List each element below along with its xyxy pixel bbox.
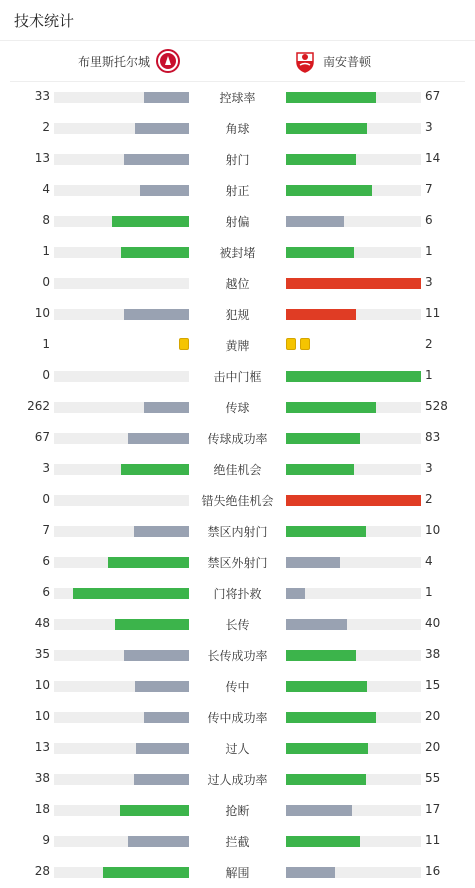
home-bar-track xyxy=(54,774,189,785)
away-bar-track xyxy=(286,247,421,258)
stat-row xyxy=(0,330,475,361)
home-value: 3 xyxy=(42,461,50,475)
stat-label: 传球成功率 xyxy=(207,432,268,446)
away-bar xyxy=(286,309,356,320)
stat-row xyxy=(0,113,475,144)
home-bar-track xyxy=(54,681,189,692)
stat-row xyxy=(0,733,475,764)
home-value: 10 xyxy=(34,709,50,723)
away-bar xyxy=(286,836,360,847)
stat-row xyxy=(0,268,475,299)
away-value: 40 xyxy=(425,616,441,630)
yellow-card-icon xyxy=(300,338,310,350)
home-team[interactable] xyxy=(78,49,180,73)
stat-label: 射偏 xyxy=(225,215,250,229)
home-value: 67 xyxy=(34,430,50,444)
stat-row xyxy=(0,578,475,609)
home-bar-track xyxy=(54,371,189,382)
home-bar-track xyxy=(54,557,189,568)
stat-row xyxy=(0,144,475,175)
home-bar xyxy=(73,588,189,599)
away-bar-track xyxy=(286,309,421,320)
home-value: 6 xyxy=(42,585,50,599)
home-bar-track xyxy=(54,402,189,413)
stat-row xyxy=(0,671,475,702)
away-bar xyxy=(286,712,376,723)
away-bar xyxy=(286,123,367,134)
away-value: 10 xyxy=(425,523,441,537)
home-bar xyxy=(136,743,189,754)
home-bar xyxy=(112,216,189,227)
home-value: 13 xyxy=(34,740,50,754)
away-value: 6 xyxy=(425,213,433,227)
home-bar-track xyxy=(54,805,189,816)
away-bar xyxy=(286,247,354,258)
away-bar-track xyxy=(286,836,421,847)
home-value: 33 xyxy=(34,89,50,103)
home-bar-track xyxy=(54,588,189,599)
away-bar-track xyxy=(286,712,421,723)
away-bar xyxy=(286,216,344,227)
stat-row xyxy=(0,609,475,640)
home-value: 18 xyxy=(34,802,50,816)
away-bar-track xyxy=(286,557,421,568)
home-bar-track xyxy=(54,123,189,134)
home-bar xyxy=(135,681,189,692)
stat-row xyxy=(0,640,475,671)
home-bar-track xyxy=(54,278,189,289)
away-yellow-cards xyxy=(286,338,310,350)
away-bar-track xyxy=(286,650,421,661)
stat-label: 越位 xyxy=(225,277,250,291)
away-bar xyxy=(286,588,305,599)
away-value: 3 xyxy=(425,461,433,475)
away-bar-track xyxy=(286,867,421,878)
home-bar xyxy=(124,154,189,165)
home-bar-track xyxy=(54,185,189,196)
away-value: 83 xyxy=(425,430,441,444)
stat-row xyxy=(0,82,475,113)
home-bar-track xyxy=(54,495,189,506)
away-bar xyxy=(286,402,376,413)
home-bar xyxy=(128,836,189,847)
away-value: 15 xyxy=(425,678,441,692)
home-value: 1 xyxy=(42,244,50,258)
yellow-card-icon xyxy=(286,338,296,350)
home-bar-track xyxy=(54,867,189,878)
stat-row xyxy=(0,764,475,795)
home-value: 35 xyxy=(34,647,50,661)
home-value: 6 xyxy=(42,554,50,568)
stat-label: 被封堵 xyxy=(219,246,256,260)
stat-row xyxy=(0,485,475,516)
home-bar xyxy=(134,774,189,785)
away-bar xyxy=(286,92,376,103)
home-bar-track xyxy=(54,216,189,227)
stat-label: 过人 xyxy=(225,742,250,756)
home-value: 4 xyxy=(42,182,50,196)
away-value: 1 xyxy=(425,244,433,258)
yellow-card-icon xyxy=(179,338,189,350)
home-bar-track xyxy=(54,309,189,320)
away-value: 2 xyxy=(425,337,433,351)
away-value: 7 xyxy=(425,182,433,196)
stat-label: 错失绝佳机会 xyxy=(201,494,274,508)
away-value: 16 xyxy=(425,864,441,878)
away-bar-track xyxy=(286,185,421,196)
home-bar xyxy=(128,433,189,444)
away-value: 17 xyxy=(425,802,441,816)
section-title: 技术统计 xyxy=(14,11,75,30)
home-bar-track xyxy=(54,433,189,444)
home-value: 0 xyxy=(42,368,50,382)
home-bar-track xyxy=(54,154,189,165)
stat-label: 长传 xyxy=(225,618,250,632)
home-bar xyxy=(108,557,189,568)
away-bar-track xyxy=(286,495,421,506)
away-team-name: 南安普顿 xyxy=(323,54,372,69)
stat-row xyxy=(0,361,475,392)
stat-label: 射正 xyxy=(225,184,250,198)
stat-row xyxy=(0,392,475,423)
stat-row xyxy=(0,795,475,826)
home-bar-track xyxy=(54,743,189,754)
away-bar xyxy=(286,681,367,692)
home-value: 7 xyxy=(42,523,50,537)
home-bar xyxy=(134,526,189,537)
away-bar xyxy=(286,867,335,878)
away-value: 55 xyxy=(425,771,441,785)
home-bar xyxy=(140,185,189,196)
away-value: 528 xyxy=(425,399,448,413)
away-bar-track xyxy=(286,588,421,599)
away-bar xyxy=(286,557,340,568)
away-bar-track xyxy=(286,433,421,444)
stat-row xyxy=(0,299,475,330)
stat-label: 犯规 xyxy=(225,308,250,322)
home-value: 28 xyxy=(34,864,50,878)
away-bar xyxy=(286,185,372,196)
away-bar xyxy=(286,526,366,537)
home-crest-icon xyxy=(156,49,180,73)
home-bar-track xyxy=(54,712,189,723)
stat-label: 角球 xyxy=(225,122,250,136)
home-bar xyxy=(103,867,189,878)
home-bar-track xyxy=(54,464,189,475)
away-value: 67 xyxy=(425,89,441,103)
away-bar xyxy=(286,619,347,630)
away-bar xyxy=(286,774,366,785)
away-bar-track xyxy=(286,526,421,537)
stat-label: 禁区内射门 xyxy=(207,525,268,539)
away-bar xyxy=(286,464,354,475)
away-value: 14 xyxy=(425,151,441,165)
home-yellow-cards xyxy=(179,338,189,350)
home-value: 10 xyxy=(34,678,50,692)
away-bar-track xyxy=(286,278,421,289)
home-bar xyxy=(144,92,189,103)
home-bar xyxy=(121,464,189,475)
home-bar-track xyxy=(54,247,189,258)
away-bar-track xyxy=(286,216,421,227)
away-bar xyxy=(286,805,352,816)
away-bar xyxy=(286,495,421,506)
away-bar-track xyxy=(286,92,421,103)
away-bar-track xyxy=(286,774,421,785)
away-bar-track xyxy=(286,464,421,475)
stat-label: 传中成功率 xyxy=(207,711,268,725)
away-bar xyxy=(286,433,360,444)
stat-label: 传球 xyxy=(225,401,250,415)
stat-row xyxy=(0,516,475,547)
stat-row xyxy=(0,175,475,206)
away-bar xyxy=(286,154,356,165)
home-value: 13 xyxy=(34,151,50,165)
stat-label: 长传成功率 xyxy=(207,649,268,663)
away-bar-track xyxy=(286,371,421,382)
home-value: 0 xyxy=(42,492,50,506)
away-bar-track xyxy=(286,805,421,816)
away-bar xyxy=(286,743,368,754)
home-bar-track xyxy=(54,92,189,103)
stats-list xyxy=(0,82,475,888)
away-value: 4 xyxy=(425,554,433,568)
stat-label: 抢断 xyxy=(225,804,250,818)
home-bar xyxy=(120,805,189,816)
away-value: 3 xyxy=(425,275,433,289)
stat-label: 击中门框 xyxy=(213,370,262,384)
away-value: 3 xyxy=(425,120,433,134)
home-team-name: 布里斯托尔城 xyxy=(77,54,150,69)
stat-row xyxy=(0,423,475,454)
away-bar-track xyxy=(286,743,421,754)
home-bar xyxy=(124,309,189,320)
home-bar xyxy=(124,650,189,661)
away-team[interactable] xyxy=(293,49,371,73)
home-value: 2 xyxy=(42,120,50,134)
away-bar-track xyxy=(286,681,421,692)
home-value: 0 xyxy=(42,275,50,289)
away-value: 38 xyxy=(425,647,441,661)
away-bar xyxy=(286,650,356,661)
stat-label: 禁区外射门 xyxy=(207,556,268,570)
away-value: 11 xyxy=(425,306,441,320)
away-value: 20 xyxy=(425,709,441,723)
away-bar xyxy=(286,278,421,289)
teams-row xyxy=(10,41,465,82)
away-value: 1 xyxy=(425,368,433,382)
stat-label: 过人成功率 xyxy=(207,773,268,787)
home-bar xyxy=(121,247,189,258)
home-value: 10 xyxy=(34,306,50,320)
home-bar-track xyxy=(54,836,189,847)
section-header xyxy=(0,0,475,41)
stat-row xyxy=(0,826,475,857)
stat-row xyxy=(0,237,475,268)
away-bar-track xyxy=(286,154,421,165)
away-crest-icon xyxy=(293,49,317,73)
home-bar-track xyxy=(54,619,189,630)
stat-row xyxy=(0,857,475,888)
stat-label: 绝佳机会 xyxy=(213,463,262,477)
stat-label: 拦截 xyxy=(225,835,250,849)
stat-label: 射门 xyxy=(225,153,250,167)
away-bar-track xyxy=(286,402,421,413)
stat-row xyxy=(0,454,475,485)
stat-row xyxy=(0,702,475,733)
away-bar-track xyxy=(286,619,421,630)
home-value: 8 xyxy=(42,213,50,227)
home-value: 38 xyxy=(34,771,50,785)
stat-row xyxy=(0,547,475,578)
home-bar xyxy=(115,619,189,630)
home-value: 9 xyxy=(42,833,50,847)
away-value: 20 xyxy=(425,740,441,754)
home-bar xyxy=(135,123,189,134)
home-value: 48 xyxy=(34,616,50,630)
away-value: 2 xyxy=(425,492,433,506)
stat-label: 黄牌 xyxy=(225,339,250,353)
away-bar-track xyxy=(286,123,421,134)
home-bar-track xyxy=(54,650,189,661)
stat-label: 解围 xyxy=(225,866,250,880)
stat-row xyxy=(0,206,475,237)
stat-label: 传中 xyxy=(225,680,250,694)
home-bar xyxy=(144,402,189,413)
stat-label: 控球率 xyxy=(219,91,256,105)
away-bar xyxy=(286,371,421,382)
home-value: 1 xyxy=(42,337,50,351)
home-bar xyxy=(144,712,189,723)
home-bar-track xyxy=(54,526,189,537)
home-value: 262 xyxy=(27,399,50,413)
away-value: 1 xyxy=(425,585,433,599)
stat-label: 门将扑救 xyxy=(213,587,262,601)
away-value: 11 xyxy=(425,833,441,847)
